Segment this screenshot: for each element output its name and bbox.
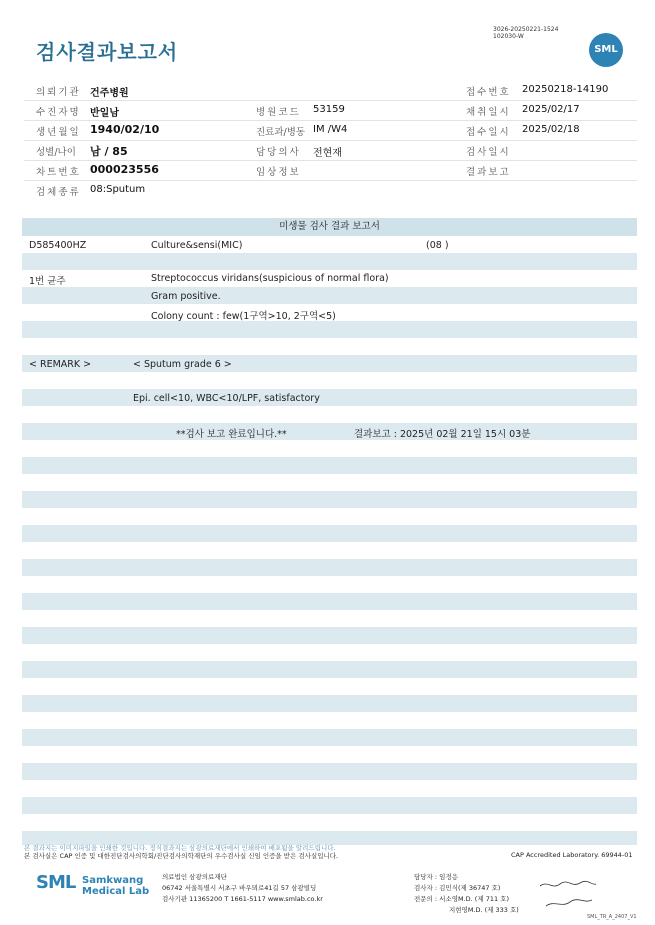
hospital-label: 의뢰기관	[36, 87, 81, 98]
row-band	[22, 253, 637, 270]
organism-label: 1번 균주	[29, 276, 66, 287]
footer-notice-2: 본 검사실은 CAP 인증 및 대한진단검사의학회/진단검사의학재단의 우수검사실 신임 인증을 받은 검사실입니다.	[24, 852, 339, 860]
report-time: 결과보고 : 2025년 02월 21일 15시 03분	[354, 429, 531, 440]
section-title: 미생물 검사 결과 보고서	[22, 218, 637, 236]
info-row-6	[24, 180, 637, 200]
dob-value: 1940/02/10	[90, 123, 160, 136]
clinical-label: 임상정보	[256, 167, 301, 178]
row-band	[22, 695, 637, 712]
doctor-value: 전현재	[313, 148, 342, 159]
staff-manager: 담당자 : 임정응	[414, 873, 458, 881]
gram-result: Gram positive.	[151, 291, 221, 302]
dept-label: 진료과/병동	[256, 127, 306, 138]
patient-value: 반일남	[90, 108, 119, 119]
patient-label: 수진자명	[36, 107, 81, 118]
org-name: 의료법인 삼광의료재단	[162, 873, 227, 881]
signature-icon	[538, 878, 598, 912]
chart-value: 000023556	[90, 163, 159, 176]
info-row-4	[24, 140, 637, 161]
report-label: 결과보고	[466, 167, 511, 178]
colony-count: Colony count : few(1구역>10, 2구역<5)	[151, 311, 336, 322]
row-band	[22, 593, 637, 610]
dept-value: IM /W4	[313, 124, 348, 135]
info-row-5	[24, 160, 637, 181]
row-band	[22, 491, 637, 508]
receive-value: 2025/02/18	[522, 124, 580, 135]
row-band	[22, 423, 637, 440]
row-band	[22, 661, 637, 678]
doctor-label: 담당의사	[256, 147, 301, 158]
row-band	[22, 457, 637, 474]
lab-name-1: Samkwang	[82, 875, 144, 886]
dob-label: 생년월일	[36, 127, 81, 138]
staff-specialist-1: 전문의 : 서소영M.D. (제 711 호)	[414, 895, 509, 903]
sex-label: 성별/나이	[36, 147, 76, 158]
collect-value: 2025/02/17	[522, 104, 580, 115]
sex-value: 남 / 85	[90, 145, 128, 158]
doc-id-line2: 102030-W	[493, 33, 524, 40]
test-code: D585400HZ	[29, 240, 87, 251]
specimen-label: 검체종류	[36, 187, 81, 198]
info-row-3	[24, 120, 637, 141]
row-band	[22, 321, 637, 338]
page-title: 검사결과보고서	[36, 40, 179, 64]
test-name: Culture&sensi(MIC)	[151, 240, 243, 251]
remark-label: < REMARK >	[29, 359, 92, 370]
footer-notice-1: 본 결과지는 이미지파일을 인쇄한 것입니다. 정식결과지는 삼광의료재단에서 인쇄하여 배포됨을 알려드립니다.	[24, 844, 336, 852]
row-band	[22, 389, 637, 406]
document-id	[493, 26, 558, 40]
receive-label: 접수일시	[466, 127, 511, 138]
staff-specialist-2: 지현영M.D. (제 333 호)	[449, 906, 519, 914]
row-band	[22, 287, 637, 304]
hospital-value: 건주병원	[90, 88, 129, 99]
lab-name-2: Medical Lab	[82, 886, 150, 897]
hosp-code-value: 53159	[313, 104, 345, 115]
row-band	[22, 797, 637, 814]
row-band	[22, 559, 637, 576]
org-contact: 검사기관 11365200 T 1661-5117 www.smlab.co.kr	[162, 895, 323, 903]
chart-label: 차트번호	[36, 167, 81, 178]
specimen-value: 08:Sputum	[90, 184, 146, 195]
collect-label: 채취일시	[466, 107, 511, 118]
doc-id-line1: 3026-20250221-1524	[493, 26, 559, 33]
sputum-grade: < Sputum grade 6 >	[133, 359, 232, 370]
receipt-no-value: 20250218-14190	[522, 84, 609, 95]
sml-logo-icon: SML	[589, 33, 623, 67]
org-address: 06742 서울특별시 서초구 바우뫼로41길 57 삼광빌딩	[162, 884, 317, 892]
hosp-code-label: 병원코드	[256, 107, 301, 118]
row-band	[22, 763, 637, 780]
test-date-label: 검사일시	[466, 147, 511, 158]
test-number: (08 )	[426, 240, 449, 251]
epi-result: Epi. cell<10, WBC<10/LPF, satisfactory	[133, 393, 320, 404]
receipt-no-label: 접수번호	[466, 87, 511, 98]
sml-footer-logo-icon: SML	[36, 872, 76, 893]
cap-accreditation: CAP Accredited Laboratory. 69944-01	[511, 851, 633, 859]
organism-name: Streptococcus viridans(suspicious of normal flora)	[151, 273, 389, 284]
info-row-1	[24, 80, 637, 101]
lab-name	[82, 875, 149, 897]
row-band	[22, 729, 637, 746]
form-code: SML_TR_A_2407_V1	[587, 914, 637, 920]
row-band	[22, 627, 637, 644]
row-band	[22, 525, 637, 542]
row-band	[22, 355, 637, 372]
info-row-2	[24, 100, 637, 121]
staff-tester: 검사자 : 김민식(제 36747 호)	[414, 884, 501, 892]
report-complete: **검사 보고 완료입니다.**	[176, 429, 287, 440]
